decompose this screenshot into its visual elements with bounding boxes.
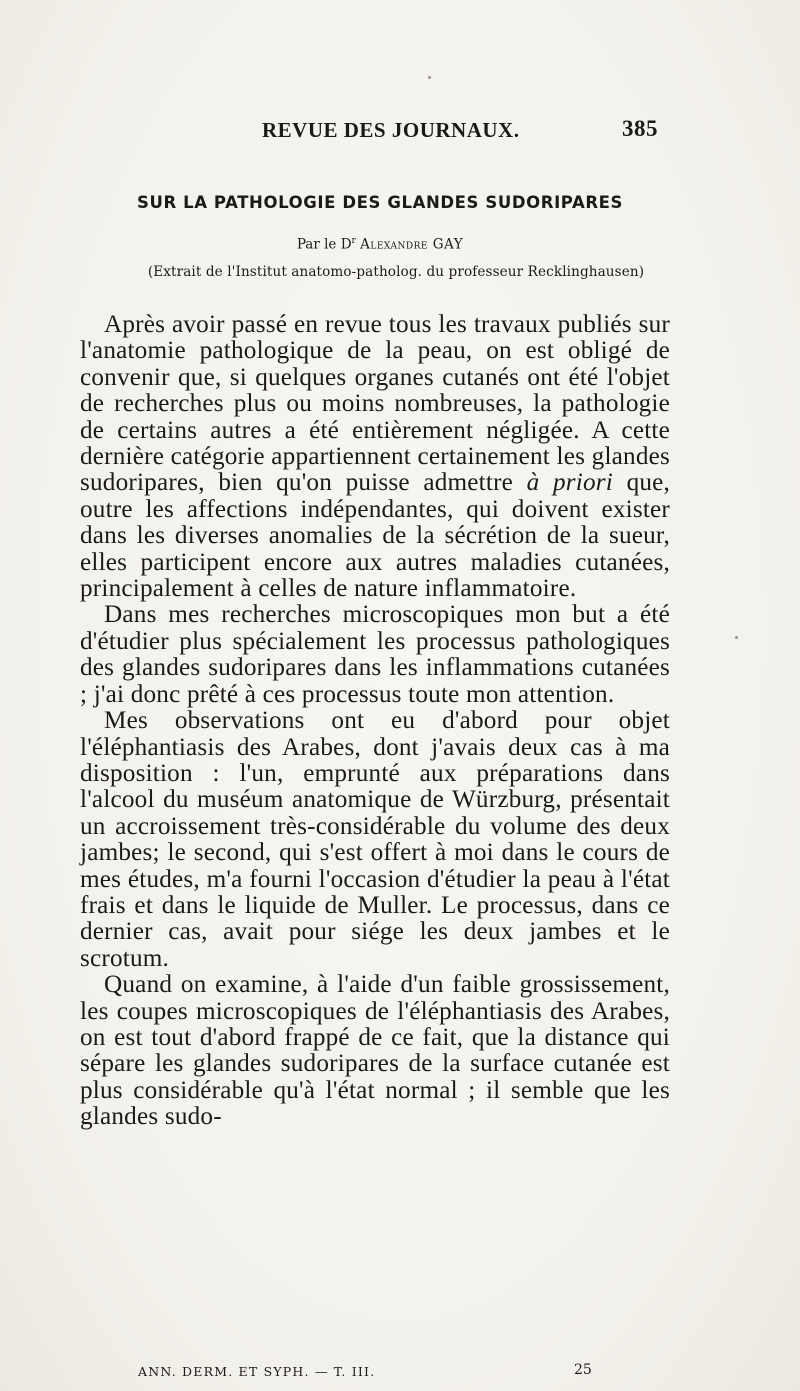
paragraph-1-text-b: que, outre les affections indépendantes, qui doivent exister dans les diverses anomalies de la sécrétion de la sueur, elles participent encore aux autres maladies cutanées, principalement à celles de nature inflammatoire. (80, 469, 671, 603)
byline (80, 236, 680, 253)
paragraph-1 (80, 312, 670, 602)
byline-prefix: Par le D (296, 236, 352, 253)
paragraph-1-text-a: Après avoir passé en revue tous les travaux publiés sur l'anatomie pathologique de la peau, on est obligé de convenir que, si quelques organes cutanés ont été l'objet de recherches plus ou moins nombreuses, la pathologie de certains autres a été entièrement négligée. A cette dernière catégorie appartiennent certainement les glandes sudoripares, bien qu'on puisse admettre (80, 311, 670, 497)
article-body (80, 312, 670, 1131)
paragraph-1-italic: à priori (526, 469, 613, 497)
byline-sup: r (351, 236, 356, 246)
paragraph-2: Dans mes recherches microscopiques mon but a été d'étudier plus spécialement les processus pathologiques des glandes sudoripares dans les inflammations cutanées ; j'ai donc prêté à ces processus toute mon attention. (80, 601, 670, 708)
article-title: SUR LA PATHOLOGIE DES GLANDES SUDORIPARES (136, 193, 624, 212)
paragraph-3: Mes observations ont eu d'abord pour objet l'éléphantiasis des Arabes, dont j'avais deux cas à ma disposition : l'un, emprunté aux préparations dans l'alcool du muséum anatomique de Würzburg, présentait un accroissement très-considérable du volume des deux jambes; le second, qui s'est offert à moi dans le cours de mes études, m'a fourni l'occasion d'étudier la peau à l'état frais et dans le liquide de Muller. Le processus, dans ce dernier cas, avait pour siége les deux jambes et le scrotum. (80, 707, 670, 972)
print-speck (735, 636, 738, 639)
author-name: Alexandre GAY (360, 236, 464, 253)
paragraph-4: Quand on examine, à l'aide d'un faible grossissement, les coupes microscopiques de l'éléphantiasis des Arabes, on est tout d'abord frappé de ce fait, que la distance qui sépare les glandes sudoripares de la surface cutanée est plus considérable qu'à l'état normal ; il semble que les glandes sudo- (80, 971, 670, 1131)
signature-number: 25 (574, 1362, 592, 1378)
page-number: 385 (622, 116, 658, 141)
signature-mark: ANN. DERM. ET SYPH. — T. III. (138, 1364, 376, 1379)
print-speck (428, 76, 431, 79)
affiliation: (Extrait de l'Institut anatomo-patholog. du professeur Recklinghausen) (147, 264, 645, 280)
running-title: REVUE DES JOURNAUX. (262, 118, 520, 142)
